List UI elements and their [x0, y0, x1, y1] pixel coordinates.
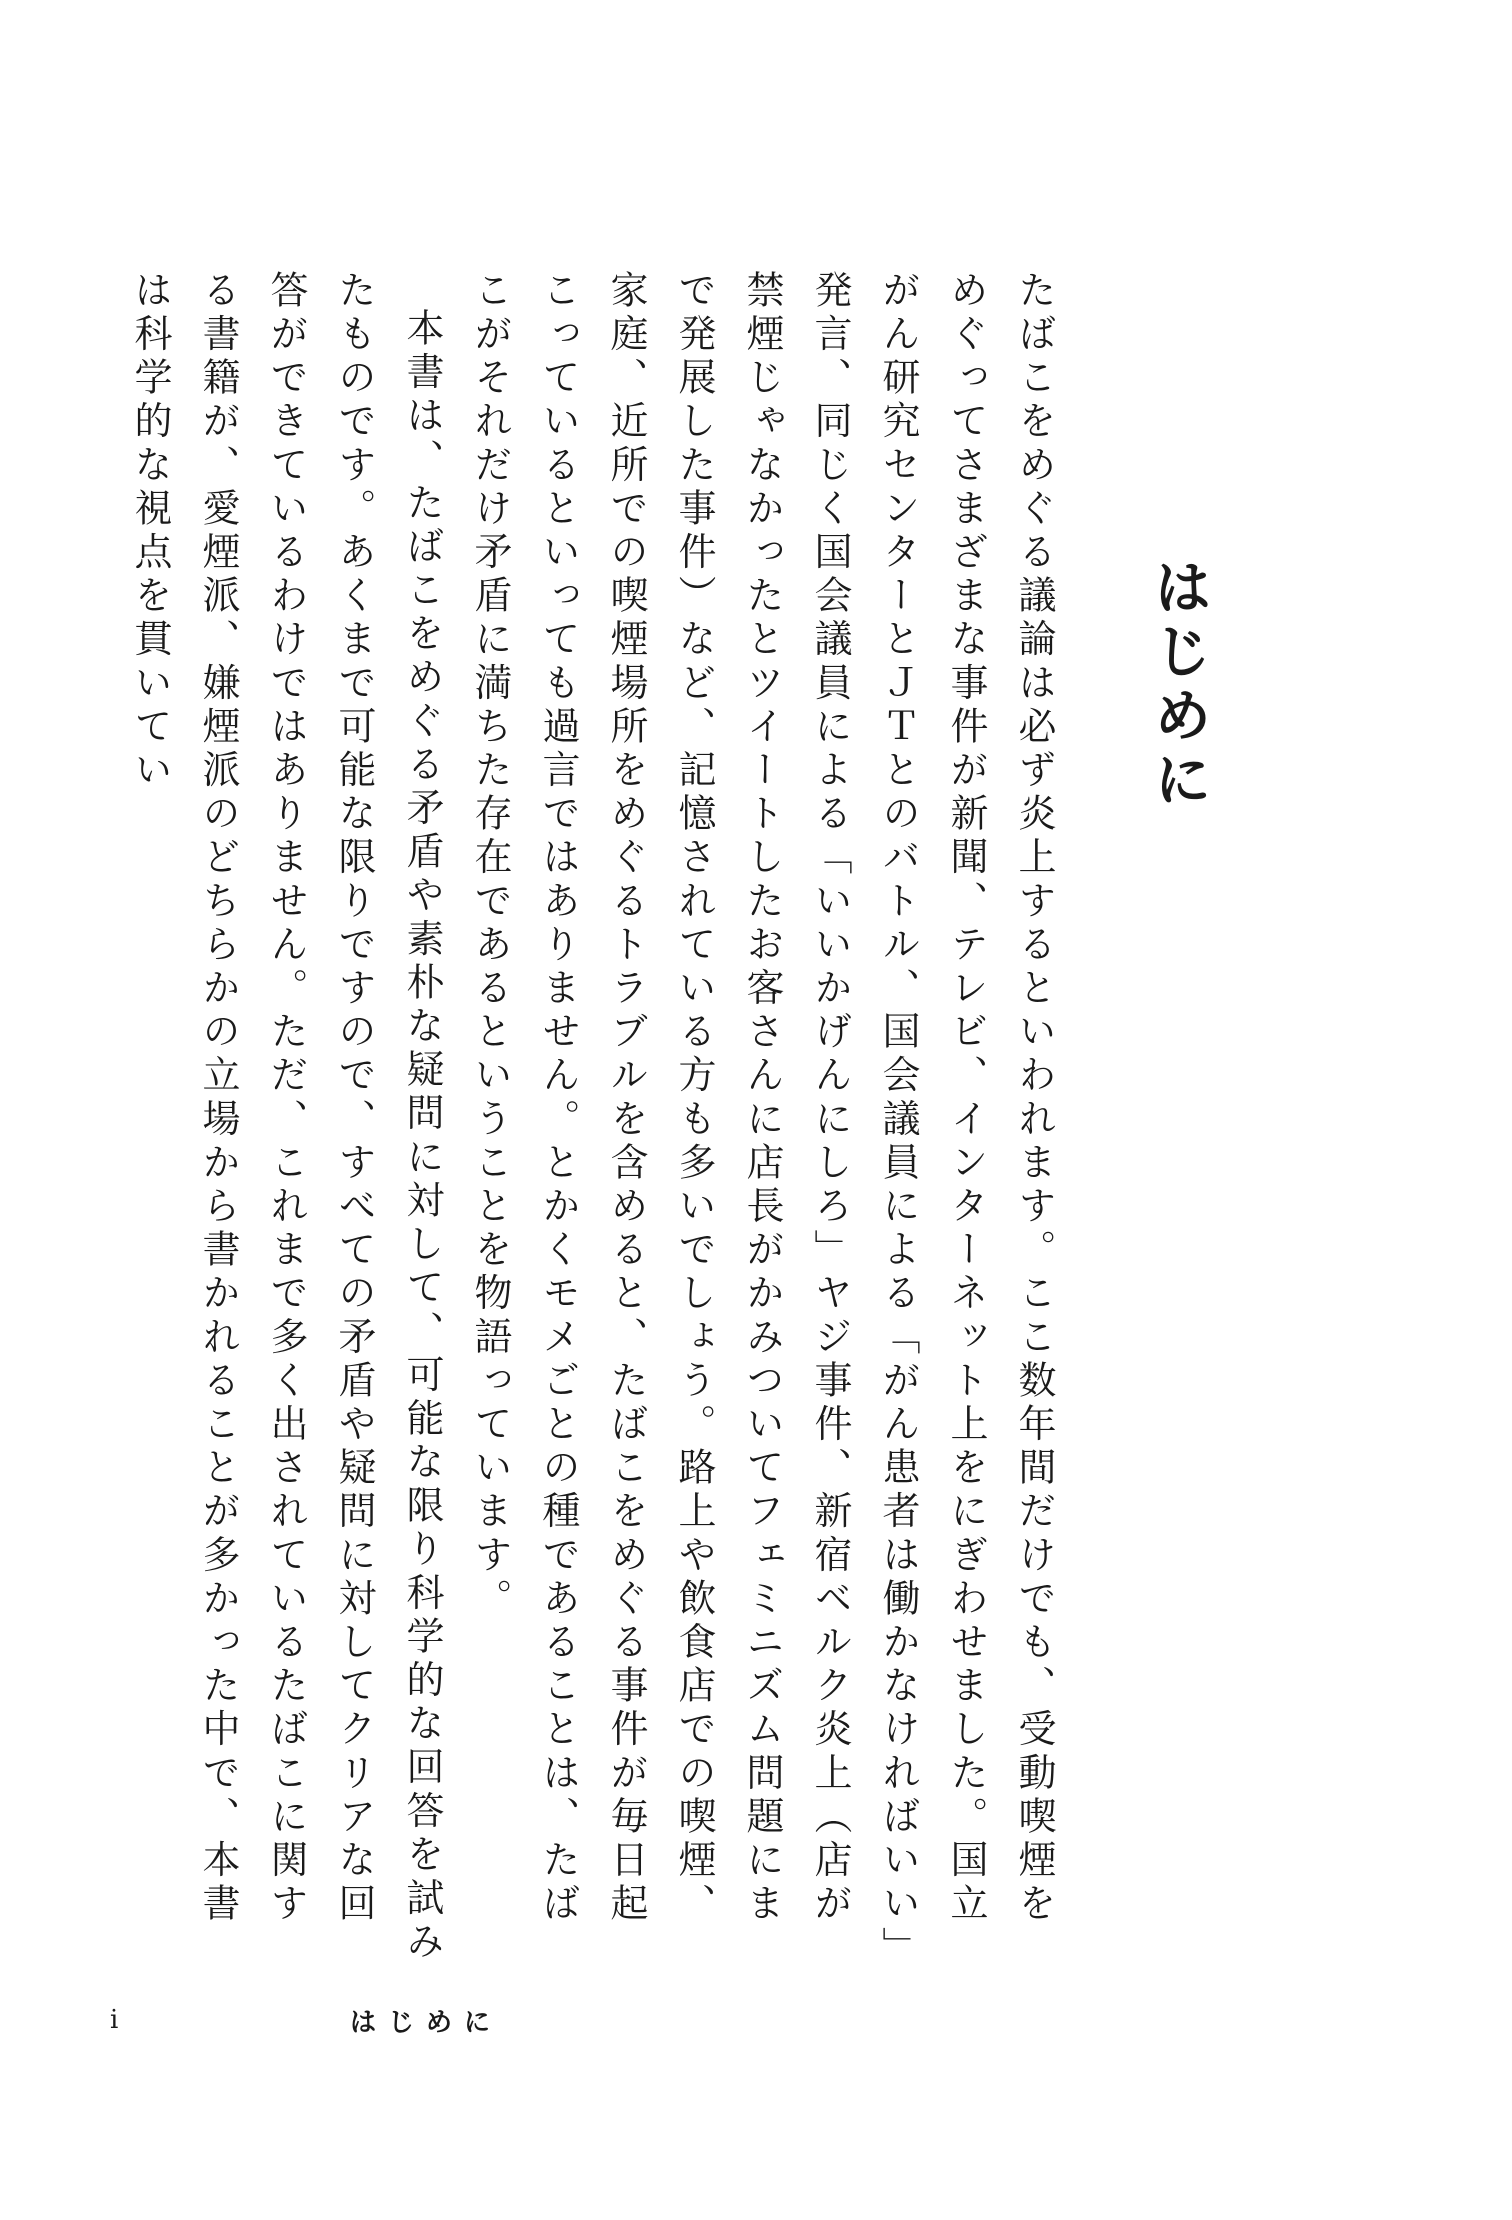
paragraph: 本書は、たばこをめぐる矛盾や素朴な疑問に対して、可能な限り科学的な回答を試みたものです。あくまで可能な限りですので、すべての矛盾や疑問に対してクリアな回答ができているわけではありません。ただ、これまで多く出されているたばこに関する書籍が、愛煙派、嫌煙派のどちらかの立場から書かれることが多かった中で、本書は科学的な視点を貫いてい [128, 270, 444, 1965]
page-number: i [110, 2005, 119, 2035]
paragraph: たばこをめぐる議論は必ず炎上するといわれます。ここ数年間だけでも、受動喫煙をめぐってさまざまな事件が新聞、テレビ、インターネット上をにぎわせました。国立がん研究センターとＪＴとのバトル、国会議員による「がん患者は働かなければいい」発言、同じく国会議員による「いいかげんにしろ」ヤジ事件、新宿ベルク炎上（店が禁煙じゃなかったとツイートしたお客さんに店長がかみついてフェミニズム問題にまで発展した事件）など、記憶されている方も多いでしょう。路上や飲食店での喫煙、家庭、近所での喫煙場所をめぐるトラブルを含めると、たばこをめぐる事件が毎日起こっているといっても過言ではありません。とかくモメごとの種であることは、たばこがそれだけ矛盾に満ちた存在であるということを物語っています。 [468, 270, 1056, 1952]
body-text [128, 270, 1068, 1970]
page-title: はじめに [1144, 557, 1212, 813]
running-head: はじめに [350, 2008, 503, 2038]
